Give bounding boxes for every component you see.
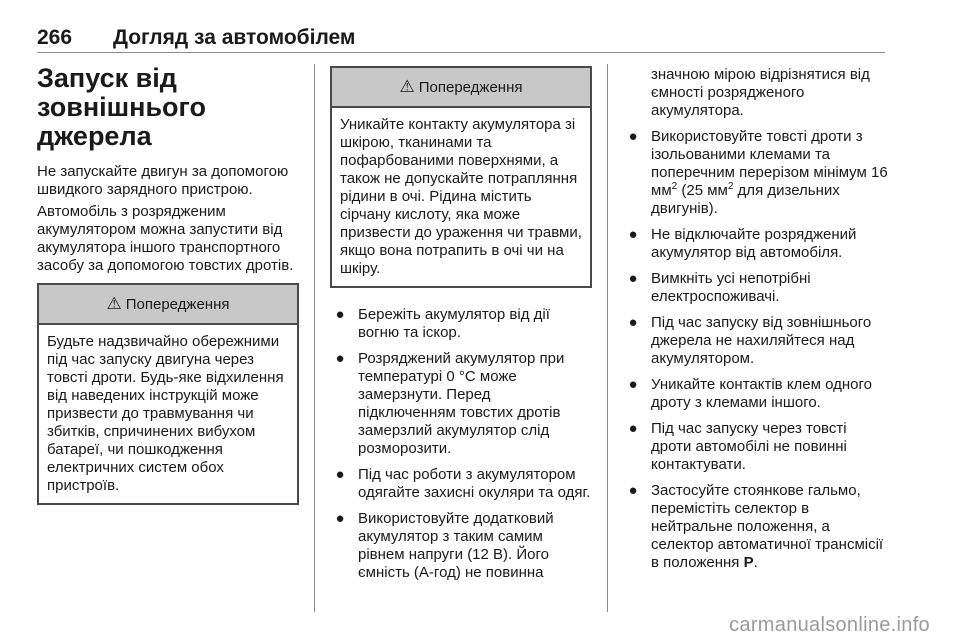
column-1	[37, 64, 299, 505]
bullet-dot-icon: ●	[335, 510, 345, 527]
list-item-text: Уникайте контактів клем одного дроту з клемами іншого.	[651, 376, 872, 411]
list-item-text: Застосуйте стоянкове гальмо, перемістіть селектор в нейтральне положення, а селектор автоматичної трансмісії в положення	[651, 482, 884, 571]
list-item-text: .	[753, 554, 758, 571]
warning-header	[332, 68, 590, 106]
column-divider	[607, 64, 608, 612]
continued-text: значною мірою відрізнятися від ємності розрядженого акумулятора.	[651, 66, 870, 119]
warning-triangle-icon: ⚠	[399, 77, 415, 96]
section-title-line: Запуск від	[37, 63, 177, 93]
bullet-dot-icon: ●	[335, 466, 345, 483]
column-3	[623, 66, 889, 580]
paragraph: Автомобіль з розрядженим акумулятором можна запустити від акумулятора іншого транспортного засобу за допомогою товстих дротів.	[37, 203, 294, 274]
column-divider	[314, 64, 315, 612]
section-title-line: зовнішнього джерела	[37, 92, 206, 151]
list-item-text: Під час запуску від зовнішнього джерела не нахиляйтеся над акумулятором.	[651, 314, 872, 367]
bullet-dot-icon: ●	[628, 226, 638, 243]
column-2	[330, 64, 592, 590]
bullet-dot-icon: ●	[628, 376, 638, 393]
bullet-dot-icon: ●	[628, 314, 638, 331]
bullet-dot-icon: ●	[628, 270, 638, 287]
list-item-text: для дизельних двигунів).	[651, 182, 840, 217]
list-item	[623, 420, 889, 474]
list-item-text: Під час роботи з акумулятором одягайте захисні окуляри та одяг.	[358, 466, 591, 501]
list-item	[623, 226, 889, 262]
list-item	[623, 376, 889, 412]
bullet-dot-icon: ●	[335, 350, 345, 367]
list-item	[623, 482, 889, 572]
page-header	[37, 26, 885, 53]
list-item	[330, 466, 592, 502]
list-item-text: Використовуйте товсті дроти з ізольованими клемами та поперечним перерізом мінімум 16 мм	[651, 128, 888, 199]
list-item-text: Бережіть акумулятор від дії вогню та іскор.	[358, 306, 550, 341]
warning-text: Уникайте контакту акумулятора зі шкірою, тканинами та пофарбованими поверхнями, а також не допускайте потрапляння рідини в очі. Рідина містить сірчану кислоту, яка може призвести до ураження чи травми, якщо вона потрапить в очі чи на шкіру.	[332, 106, 590, 286]
running-title: Догляд за автомобілем	[113, 26, 356, 49]
section-title	[37, 64, 299, 151]
paragraph: Не запускайте двигун за допомогою швидкого зарядного пристрою.	[37, 163, 289, 198]
warning-box	[37, 283, 299, 505]
superscript: 2	[727, 181, 734, 192]
warning-text: Будьте надзвичайно обережними під час запуску двигуна через товсті дроти. Будь-яке відхилення від наведених інструкцій може призвести до травмування чи збитків, спричинених вибухом батареї, чи пошкодження електричних систем обох пристроїв.	[39, 323, 297, 503]
list-item	[330, 350, 592, 458]
superscript: 2	[671, 181, 678, 192]
bullet-list	[623, 128, 889, 572]
list-item-text: Використовуйте додатковий акумулятор з таким самим рівнем напруги (12 В). Його ємність (А-год) не повинна	[358, 510, 554, 581]
list-item	[623, 270, 889, 306]
list-item-text: Вимкніть усі непотрібні електроспоживачі.	[651, 270, 811, 305]
list-item	[330, 306, 592, 342]
list-item-text: Не відключайте розряджений акумулятор від автомобіля.	[651, 226, 857, 261]
watermark: carmanualsonline.info	[729, 614, 930, 636]
list-item-text: Розряджений акумулятор при температурі 0 °C може замерзнути. Перед підключенням товстих дротів замерзлий акумулятор слід розморозити.	[358, 350, 565, 457]
list-item	[623, 314, 889, 368]
list-item	[330, 510, 592, 582]
list-item-text: Під час запуску через товсті дроти автомобілі не повинні контактувати.	[651, 420, 847, 473]
warning-triangle-icon: ⚠	[106, 294, 122, 313]
warning-box	[330, 66, 592, 288]
list-item-text: (25 мм	[677, 182, 728, 199]
gear-position-label: P	[743, 554, 754, 571]
warning-title: Попередження	[125, 295, 230, 313]
bullet-list	[330, 306, 592, 582]
warning-title: Попередження	[418, 78, 523, 96]
bullet-dot-icon: ●	[628, 482, 638, 499]
list-item	[623, 128, 889, 218]
bullet-dot-icon: ●	[628, 420, 638, 437]
warning-header	[39, 285, 297, 323]
bullet-dot-icon: ●	[628, 128, 638, 145]
page-number: 266	[37, 26, 73, 49]
bullet-dot-icon: ●	[335, 306, 345, 323]
